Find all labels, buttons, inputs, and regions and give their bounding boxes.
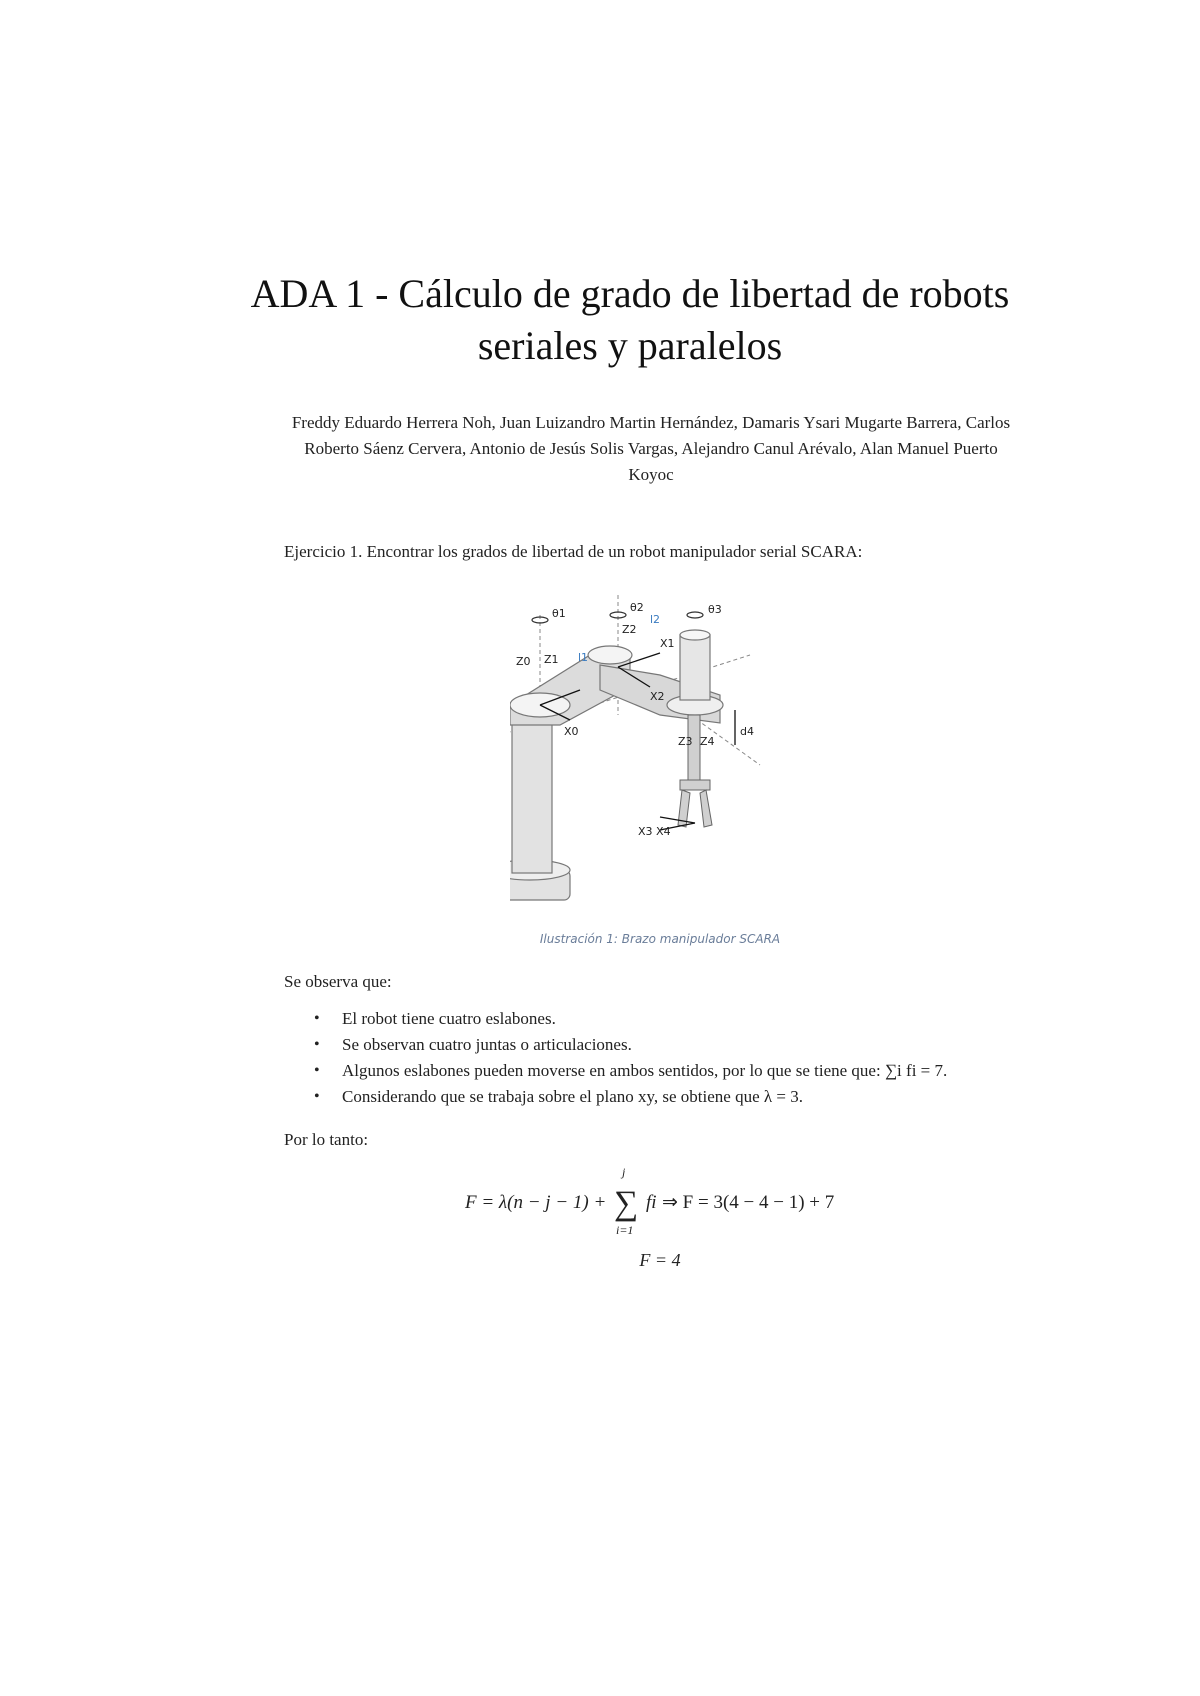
label-z0: Z0 xyxy=(516,655,531,668)
observations-list xyxy=(284,1006,1024,1110)
label-theta1: θ1 xyxy=(552,607,566,620)
robot-base xyxy=(510,709,570,900)
document-title: ADA 1 - Cálculo de grado de libertad de robots seriales y paralelos xyxy=(250,271,1010,368)
label-z4: Z4 xyxy=(700,735,715,748)
formula-sum-bottom: i=1 xyxy=(616,1223,634,1237)
formula-term: fi xyxy=(646,1192,657,1213)
list-item: • Se observan cuatro juntas o articulaciones. xyxy=(284,1032,1024,1058)
label-theta3: θ3 xyxy=(708,603,722,616)
scara-robot-figure xyxy=(510,595,830,905)
bullet-icon: • xyxy=(314,1036,320,1053)
label-x1: X1 xyxy=(660,637,675,650)
label-z2: Z2 xyxy=(622,623,637,636)
bullet-icon: • xyxy=(314,1010,320,1027)
label-d4: d4 xyxy=(740,725,754,738)
label-l2: l2 xyxy=(650,613,661,626)
dof-formula xyxy=(400,1160,1000,1240)
label-l1: l1 xyxy=(578,651,589,664)
bullet-icon: • xyxy=(314,1062,320,1079)
rotation-arrow-3-icon xyxy=(687,612,703,618)
bullet-icon: • xyxy=(314,1088,320,1105)
observe-intro: Se observa que: xyxy=(284,972,392,991)
label-z3: Z3 xyxy=(678,735,693,748)
list-item: • Considerando que se trabaja sobre el plano xy, se obtiene que λ = 3. xyxy=(284,1084,1024,1110)
label-x0: X0 xyxy=(564,725,579,738)
robot-gripper xyxy=(678,715,712,827)
authors-list: Freddy Eduardo Herrera Noh, Juan Luizandro Martin Hernández, Damaris Ysari Mugarte Barrera, Carlos Roberto Sáenz Cervera, Antonio de Jesús Solis Vargas, Alejandro Canul Arévalo, Alan Manuel Puerto Koyoc xyxy=(291,413,1011,484)
list-item: • El robot tiene cuatro eslabones. xyxy=(284,1006,1024,1032)
list-item: • Algunos eslabones pueden moverse en ambos sentidos, por lo que se tiene que: ∑i fi = 7. xyxy=(284,1058,1024,1084)
formula-lhs: F = λ(n − j − 1) + xyxy=(465,1192,607,1213)
label-theta2: θ2 xyxy=(630,601,644,614)
formula-sum-top: j xyxy=(622,1165,626,1179)
formula-rhs: ⇒ F = 3(4 − 4 − 1) + 7 xyxy=(662,1192,835,1213)
formula-result: F = 4 xyxy=(639,1250,681,1270)
figure-caption: Ilustración 1: Brazo manipulador SCARA xyxy=(539,932,781,946)
label-z1: Z1 xyxy=(544,653,559,666)
therefore-text: Por lo tanto: xyxy=(284,1130,369,1149)
formula-sum-sign: ∑ xyxy=(614,1185,639,1222)
label-x3x4: X3 X4 xyxy=(638,825,671,838)
label-x2: X2 xyxy=(650,690,665,703)
exercise-statement: Ejercicio 1. Encontrar los grados de libertad de un robot manipulador serial SCARA: xyxy=(284,542,863,561)
